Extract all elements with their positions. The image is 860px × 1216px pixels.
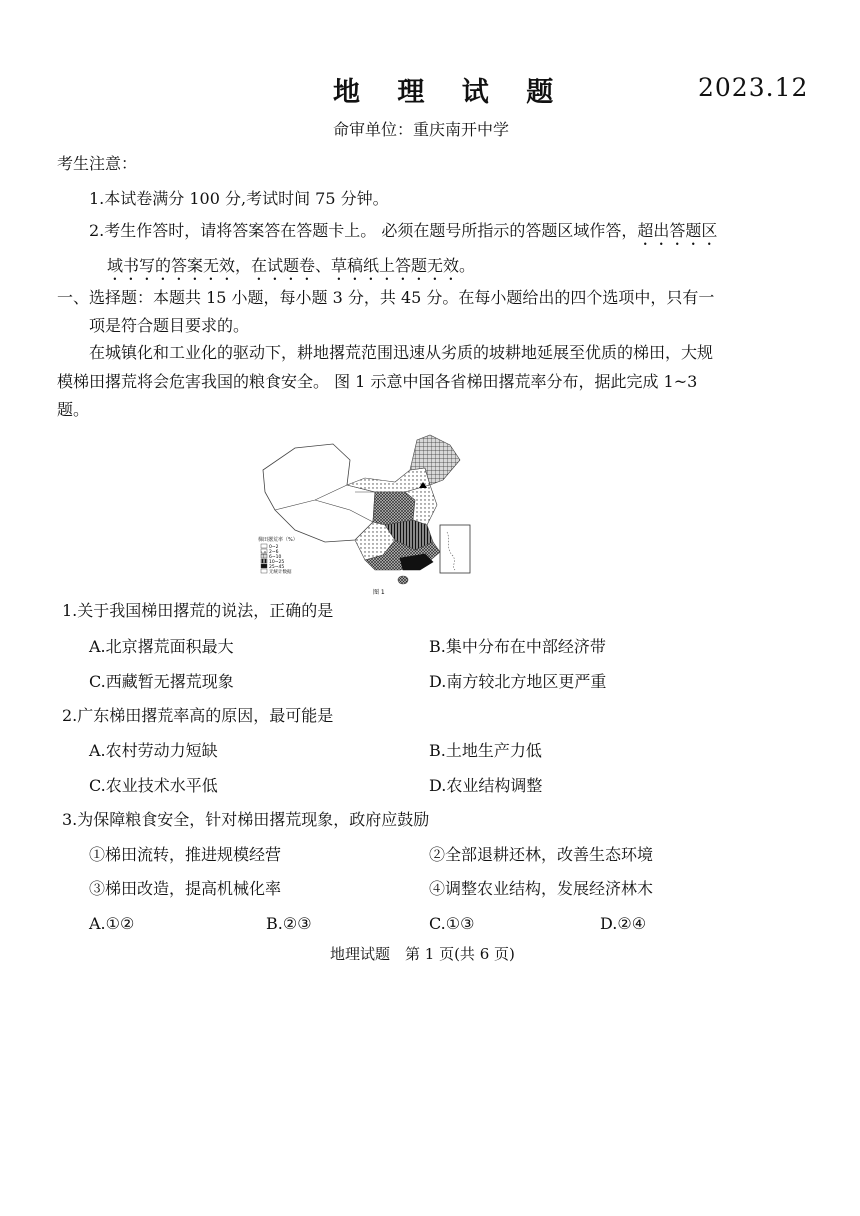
question-1-option-d: D.南方较北方地区更严重: [429, 672, 607, 691]
question-3-statement-3: ③梯田改造，提高机械化率: [89, 879, 282, 898]
notice-item-2-emphasis-2: 域书写的答案无效，在试题卷、草稿纸上答题无效: [107, 256, 460, 275]
hainan: [398, 576, 408, 584]
section-heading-line-2: 项是符合题目要求的。: [89, 316, 250, 335]
notice-item-1: 1.本试卷满分 100 分,考试时间 75 分钟。: [89, 189, 389, 208]
question-3-stem: 3.为保障粮食安全，针对梯田撂荒现象，政府应鼓励: [62, 810, 430, 829]
notice-item-2-line-1: [89, 220, 717, 249]
page-footer: 地理试题 第 1 页(共 6 页): [330, 945, 515, 963]
question-1-stem: 1.关于我国梯田撂荒的说法，正确的是: [62, 601, 334, 620]
notice-item-2-end: 。: [459, 256, 476, 275]
question-3-option-d: D.②④: [600, 914, 647, 933]
legend-item-1: 0~2: [269, 545, 279, 550]
question-3-statement-2: ②全部退耕还林，改善生态环境: [429, 845, 654, 864]
question-3-option-a: A.①②: [89, 914, 135, 933]
question-3-statement-1: ①梯田流转，推进规模经营: [89, 845, 282, 864]
west-region: [263, 444, 375, 542]
figure-caption: 图 1: [373, 589, 385, 596]
authoring-unit: 命审单位：重庆南开中学: [333, 120, 510, 139]
question-2-option-b: B.土地生产力低: [429, 741, 542, 760]
question-3-option-b: B.②③: [266, 914, 312, 933]
notice-heading: 考生注意：: [57, 154, 138, 173]
legend: [261, 544, 292, 575]
legend-item-2: 2~6: [269, 550, 279, 555]
question-2-stem: 2.广东梯田撂荒率高的原因，最可能是: [62, 706, 334, 725]
passage-line-1: 在城镇化和工业化的驱动下，耕地撂荒范围迅速从劣质的坡耕地延展至优质的梯田，大规: [89, 343, 714, 362]
legend-item-5: 25~45: [269, 565, 285, 570]
exam-title: 地 理 试 题: [333, 77, 568, 108]
passage-line-2: 模梯田撂荒将会危害我国的粮食安全。 图 1 示意中国各省梯田撂荒率分布，据此完成 1~3: [57, 372, 698, 391]
question-3-option-c: C.①③: [429, 914, 475, 933]
exam-date: 2023.12: [698, 73, 809, 102]
legend-item-3: 6~10: [269, 555, 282, 560]
notice-item-2-text: 2.考生作答时，请将答案答在答题卡上。 必须在题号所指示的答题区域作答，: [89, 221, 638, 240]
legend-item-4: 10~25: [269, 560, 285, 565]
question-3-statement-4: ④调整农业结构，发展经济林木: [429, 879, 654, 898]
question-1-option-c: C.西藏暂无撂荒现象: [89, 672, 234, 691]
legend-item-6: 无统计数据: [269, 570, 292, 575]
question-1-option-a: A.北京撂荒面积最大: [89, 637, 234, 656]
question-2-option-d: D.农业结构调整: [429, 776, 543, 795]
notice-item-2-line-2: [107, 255, 475, 284]
question-2-option-a: A.农村劳动力短缺: [89, 741, 218, 760]
china-terraced-field-abandonment-map: [255, 430, 475, 598]
south-china-sea-inset: [440, 525, 470, 573]
section-heading-line-1: 一、选择题：本题共 15 小题，每小题 3 分，共 45 分。在每小题给出的四个选项中，只有一: [57, 288, 715, 307]
question-2-option-c: C.农业技术水平低: [89, 776, 218, 795]
question-1-option-b: B.集中分布在中部经济带: [429, 637, 606, 656]
passage-line-3: 题。: [57, 400, 90, 419]
legend-title: 梯田撂荒率（%）: [258, 537, 298, 543]
notice-item-2-emphasis-1: 超出答题区: [637, 221, 718, 240]
